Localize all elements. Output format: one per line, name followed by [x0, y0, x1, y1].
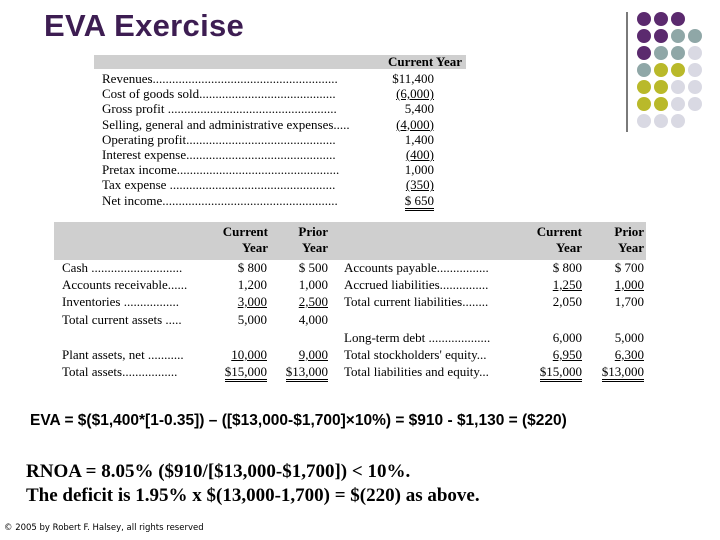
decorative-dot — [637, 80, 651, 94]
assets-current-header: Current Year — [222, 224, 268, 255]
asset-prior-value: 2,500 — [298, 294, 328, 309]
income-row-label: Pretax income.................................................. — [102, 162, 340, 178]
decorative-dot — [637, 114, 651, 128]
asset-current-value: 1,200 — [237, 277, 267, 292]
liability-current-value: 6,000 — [552, 330, 582, 345]
liability-current-value: $ 800 — [552, 260, 582, 275]
income-row-label: Selling, general and administrative expenses..... — [102, 116, 350, 132]
income-row-value: 1,000 — [404, 162, 434, 178]
liability-prior-value: 6,300 — [614, 347, 644, 362]
income-row-label: Gross profit .................................................... — [102, 101, 337, 117]
slide-title: EVA Exercise — [44, 8, 245, 43]
asset-current-value: 3,000 — [237, 294, 267, 309]
decorative-dot — [637, 12, 651, 26]
income-row-value: (350) — [405, 177, 434, 193]
decorative-dot — [671, 97, 685, 111]
decorative-dot — [654, 63, 668, 77]
decorative-dot — [688, 46, 702, 60]
income-column-header: Current Year — [387, 54, 462, 69]
income-row-label: Revenues......................................................... — [102, 71, 338, 86]
liability-current-value: 1,250 — [552, 277, 582, 292]
asset-row-label: Total current assets ..... — [62, 312, 182, 327]
decorative-dot — [688, 63, 702, 77]
decorative-dot — [637, 46, 651, 60]
income-row-value: (4,000) — [396, 116, 434, 132]
decorative-divider — [626, 12, 628, 132]
assets-prior-header: Prior Year — [298, 224, 328, 255]
decorative-dot — [688, 80, 702, 94]
decorative-dot — [671, 46, 685, 60]
liability-row-label: Total stockholders' equity... — [344, 347, 487, 362]
decorative-dot — [654, 29, 668, 43]
asset-current-value: 5,000 — [237, 312, 267, 327]
income-row-label: Net income...................................................... — [102, 192, 338, 208]
decorative-dot — [637, 97, 651, 111]
income-statement-header — [94, 55, 466, 69]
liability-row-label: Long-term debt ................... — [344, 330, 491, 345]
income-row-label: Tax expense ................................................... — [102, 177, 336, 193]
liabilities-current-header: Current Year — [536, 224, 582, 255]
asset-prior-value: 1,000 — [298, 277, 328, 292]
liability-prior-value: $13,000 — [588, 364, 644, 379]
income-row-label: Cost of goods sold.......................................... — [102, 86, 336, 102]
income-row-value: 5,400 — [404, 101, 434, 117]
asset-current-value: 10,000 — [231, 347, 267, 362]
decorative-dot — [654, 80, 668, 94]
liability-prior-value: $ 700 — [614, 260, 644, 275]
asset-prior-value: 4,000 — [298, 312, 328, 327]
asset-row-label: Plant assets, net ........... — [62, 347, 184, 362]
income-row-value: (6,000) — [396, 86, 434, 102]
liability-row-label: Total current liabilities........ — [344, 294, 489, 309]
asset-row-label: Accounts receivable...... — [62, 277, 188, 292]
copyright-notice: © 2005 by Robert F. Halsey, all rights reserved — [4, 523, 204, 533]
asset-current-value: $15,000 — [200, 364, 267, 379]
liability-prior-value: 1,000 — [614, 277, 644, 292]
income-row-label: Interest expense.............................................. — [102, 147, 336, 162]
decorative-dot — [654, 46, 668, 60]
decorative-dot — [637, 29, 651, 43]
liability-row-label: Accounts payable................ — [344, 260, 489, 275]
liability-current-value: 6,950 — [552, 347, 582, 362]
rnoa-line-1: RNOA = 8.05% ($910/[$13,000-$1,700]) < 10%. — [26, 461, 411, 482]
decorative-dot — [671, 12, 685, 26]
liability-current-value: $15,000 — [520, 364, 582, 379]
asset-row-label: Total assets................. — [62, 364, 178, 379]
decorative-dot — [654, 97, 668, 111]
decorative-dot — [671, 80, 685, 94]
liability-current-value: 2,050 — [552, 294, 582, 309]
asset-row-label: Cash ............................ — [62, 260, 183, 275]
liabilities-prior-header: Prior Year — [614, 224, 644, 255]
decorative-dot — [671, 29, 685, 43]
decorative-dot — [688, 97, 702, 111]
asset-row-label: Inventories ................. — [62, 294, 179, 309]
rnoa-line-2: The deficit is 1.95% x $(13,000-1,700) = $(220) as above. — [26, 485, 480, 506]
asset-current-value: $ 800 — [237, 260, 267, 275]
income-row-label: Operating profit.............................................. — [102, 131, 336, 147]
liability-row-label: Accrued liabilities............... — [344, 277, 489, 292]
decorative-dot — [688, 29, 702, 43]
income-row-value: $ 650 — [370, 193, 434, 208]
decorative-dot — [671, 63, 685, 77]
income-row-value: 1,400 — [404, 131, 434, 147]
eva-formula: EVA = $($1,400*[1-0.35]) – ([$13,000-$1,700]×10%) = $910 - $1,130 = ($220) — [30, 412, 567, 429]
asset-prior-value: $ 500 — [298, 260, 328, 275]
liability-row-label: Total liabilities and equity... — [344, 364, 489, 379]
liability-prior-value: 5,000 — [614, 330, 644, 345]
liability-prior-value: 1,700 — [614, 294, 644, 309]
decorative-dot — [654, 114, 668, 128]
decorative-dot — [637, 63, 651, 77]
income-row-value: (400) — [405, 147, 434, 162]
decorative-dot — [671, 114, 685, 128]
decorative-dot — [654, 12, 668, 26]
income-row-value: $11,400 — [392, 71, 434, 86]
asset-prior-value: 9,000 — [298, 347, 328, 362]
balance-sheet-header — [54, 222, 646, 260]
asset-prior-value: $13,000 — [270, 364, 328, 379]
